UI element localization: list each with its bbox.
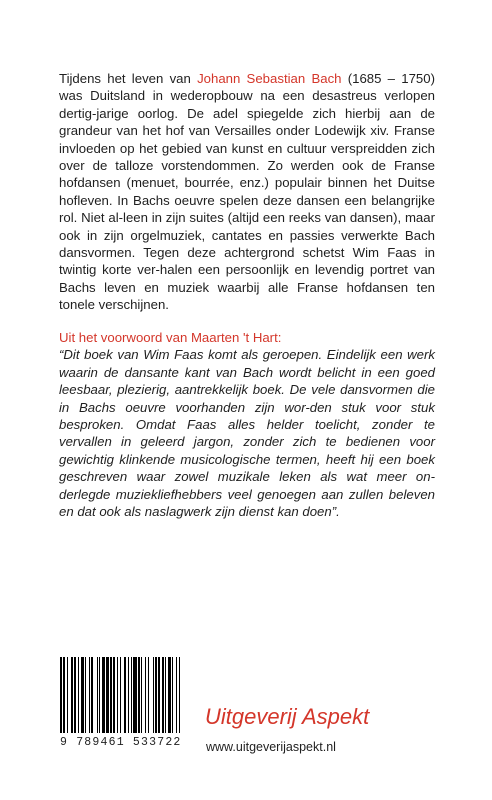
- publisher-website: www.uitgeverijaspekt.nl: [206, 740, 336, 754]
- blurb: [59, 70, 435, 314]
- blurb-paragraph: [59, 70, 435, 314]
- publisher-name: Uitgeverij Aspekt: [205, 704, 370, 729]
- blurb-intro: Tijdens het leven van: [59, 71, 198, 86]
- isbn-number: 9 789461 533722: [60, 736, 182, 749]
- isbn-barcode: [60, 657, 188, 753]
- quote-heading: Uit het voorwoord van Maarten 't Hart:: [59, 330, 282, 345]
- blurb-main-text: (1685 – 1750) was Duitsland in wederopbouw na een desastreus verlopen dertig-jarige oorlog. De adel spiegelde zich hierbij aan de grandeur van het hof van Versailles onder Lodewijk xiv. Franse invloeden op het gebied van kunst en cultuur verspreidden zich over de talloze vorstendommen. Zo werden ook de Franse hofdansen (menuet, bourrée, enz.) populair binnen het Duitse hofleven. In Bachs oeuvre spelen deze dansen een belangrijke rol. Niet al-leen in zijn suites (altijd een reeks van dansen), maar ook in zijn orgelmuziek, cantates en passies verwerkte Bach dansvormen. Tegen deze achtergrond schetst Wim Faas in twintig korte ver-halen een persoonlijk en levendig portret van Bachs leven en muziek waarbij alle Franse hofdansen ten tonele verschijnen.: [59, 71, 435, 313]
- barcode-space: [180, 657, 181, 733]
- quote-text: “Dit boek van Wim Faas komt als geroepen. Eindelijk een werk waarin de dansante kant van Bach wordt belicht in een goed leesbaar, plezierig, aantrekkelijk boek. De vele dansvormen die in Bachs oeuvre voorhanden zijn wor-den stuk voor stuk besproken. Omdat Faas alles helder toelicht, zonder te vervallen in geleerd jargon, zonder zich te bedienen voor gewichtig klinkende musicologische termen, heeft hij een boek geschreven waar zowel muzikale leken als wat meer on-derlegde muziekliefhebbers veel genoegen aan zullen beleven en dat ook als naslagwerk zijn dienst kan doen”.: [59, 347, 435, 520]
- barcode-bars: [60, 657, 182, 733]
- composer-name: Johann Sebastian Bach: [197, 71, 342, 86]
- foreword-quote: [59, 329, 435, 520]
